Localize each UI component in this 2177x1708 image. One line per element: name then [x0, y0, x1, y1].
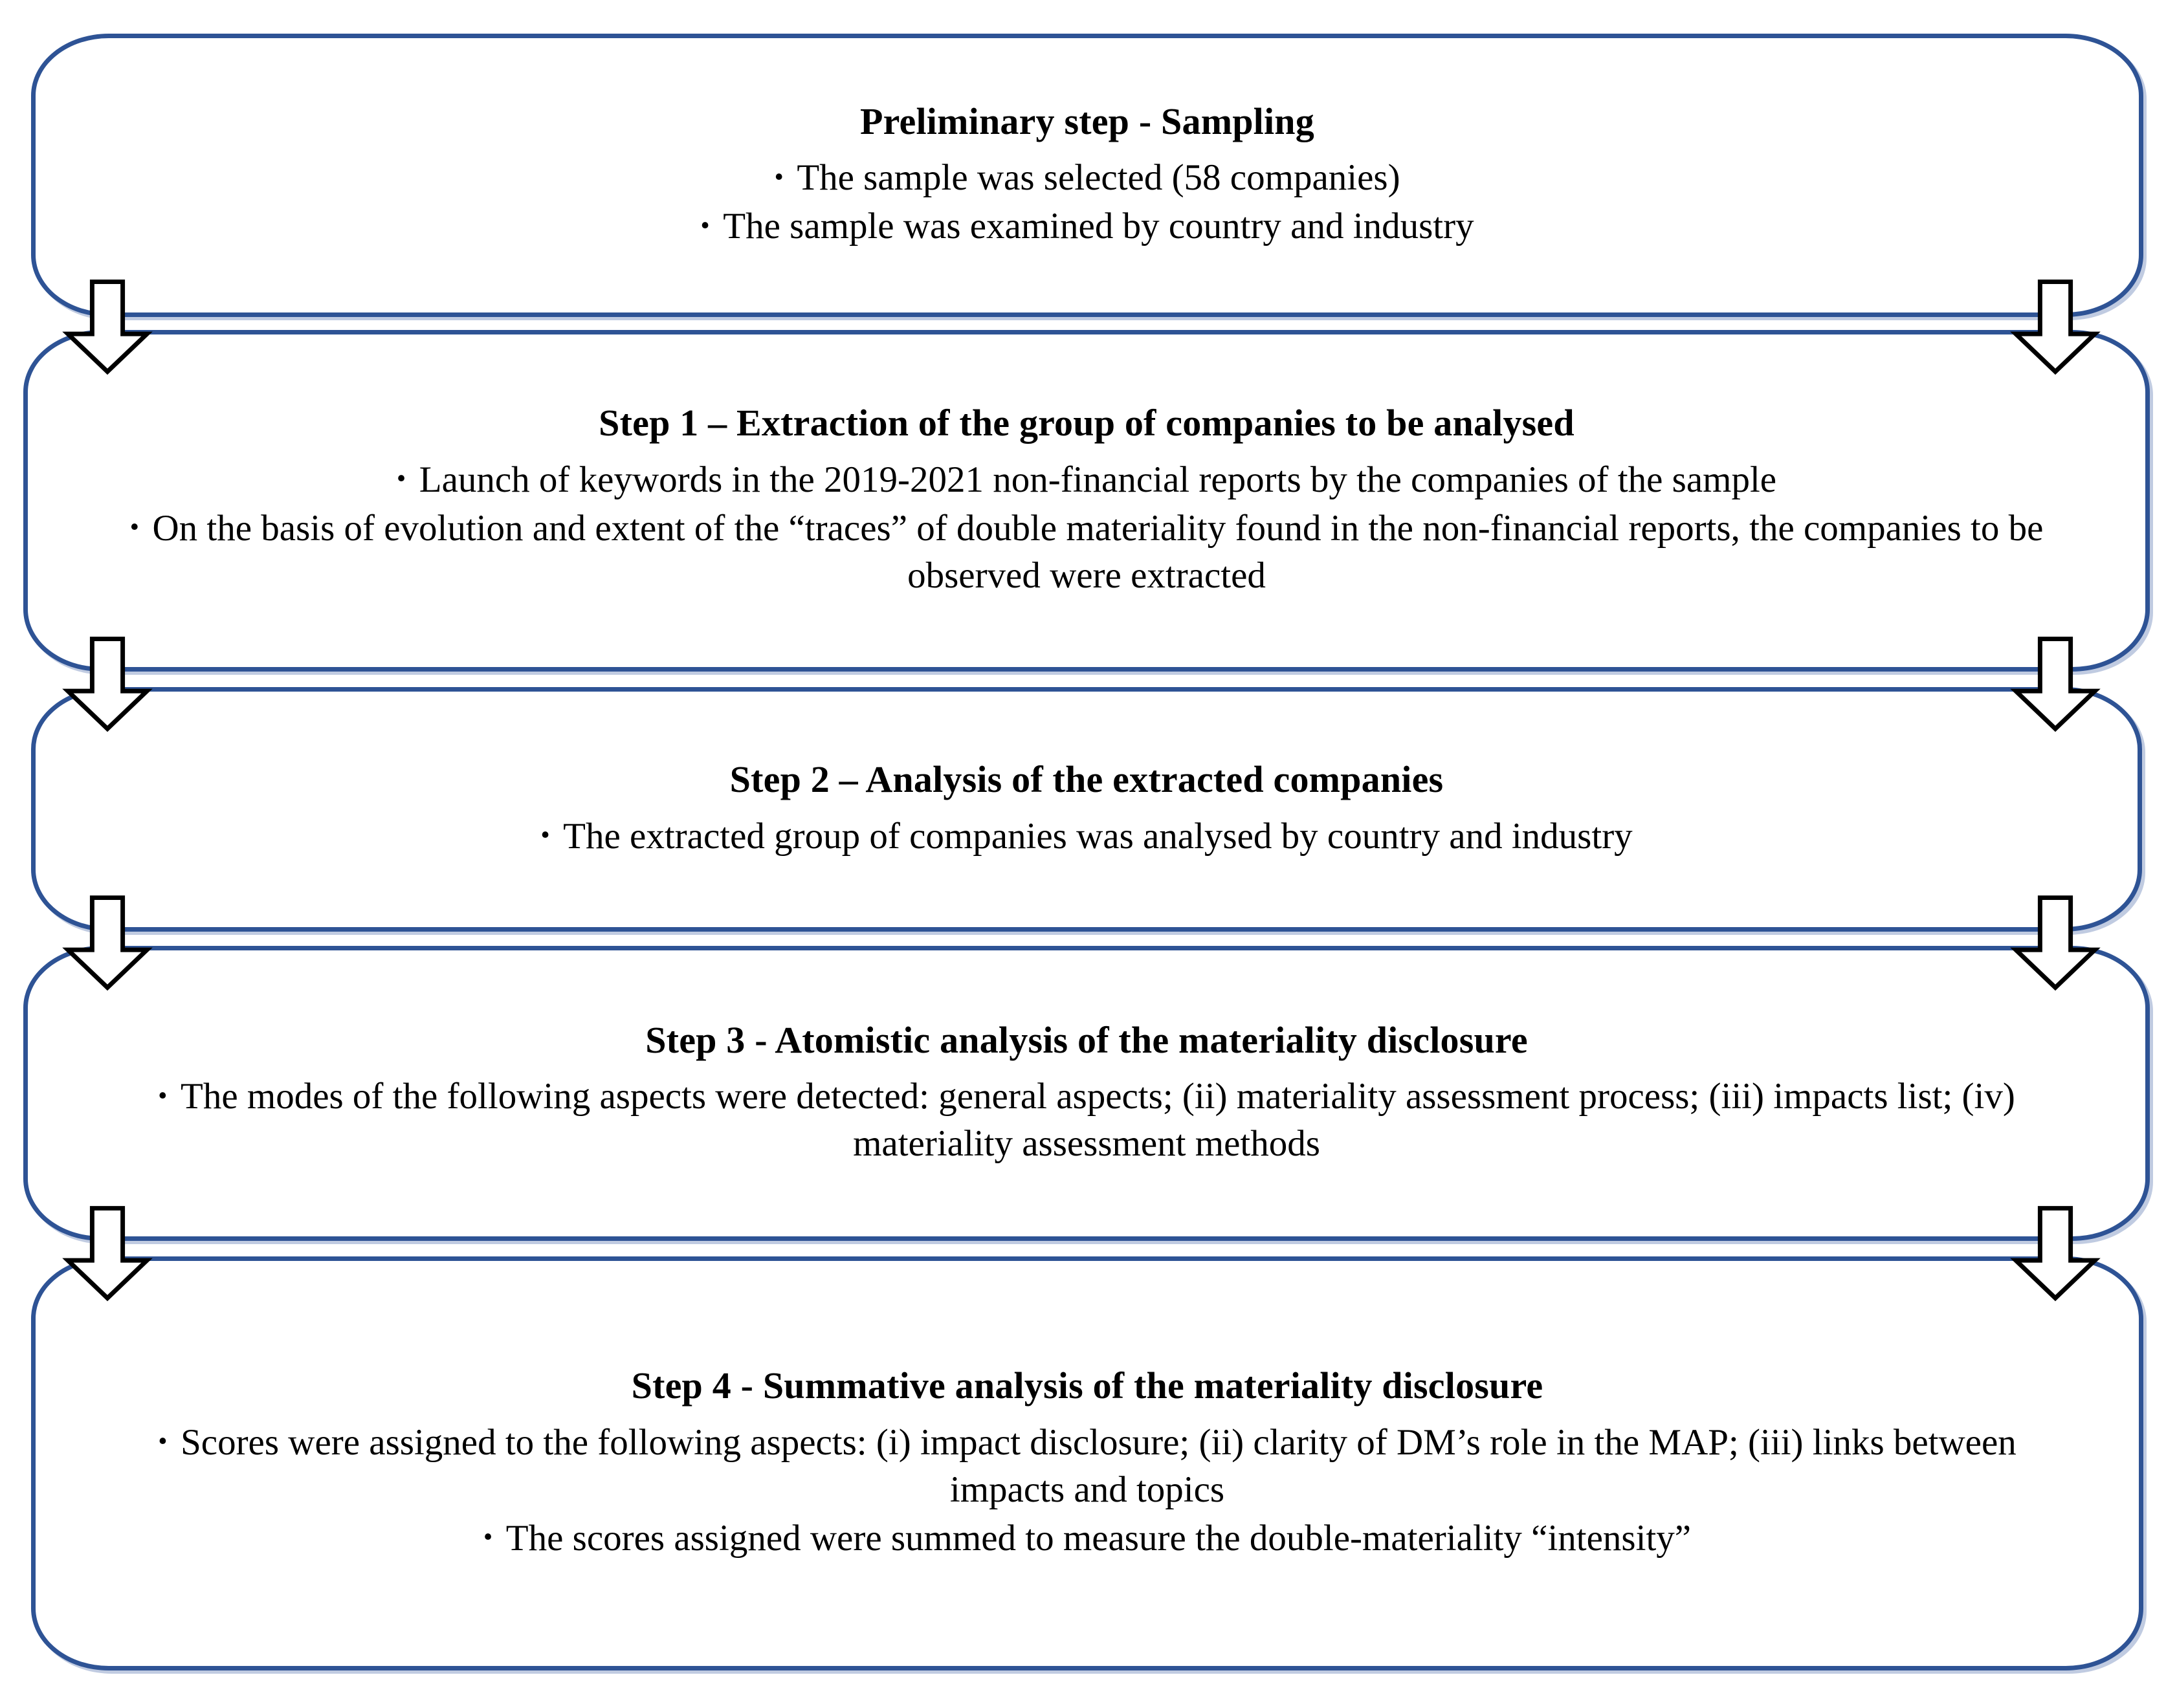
bullet-dot-icon: • — [540, 820, 550, 850]
bullet-text: The sample was selected (58 companies) — [797, 157, 1400, 199]
down-arrow-icon-step-1-to-step-2-right — [2010, 635, 2101, 732]
bullet-dot-icon: • — [700, 210, 710, 240]
step-box-content — [36, 757, 2138, 862]
step-title-step-1: Step 1 – Extraction of the group of companies to be analysed — [599, 402, 1575, 444]
bullet-text: On the basis of evolution and extent of the “traces” of double materiality found in the non-financial reports, the companies to be observed were extracted — [152, 507, 2044, 596]
bullet-dot-icon: • — [158, 1426, 168, 1456]
list-item — [71, 203, 2104, 250]
step-box-content — [36, 1363, 2139, 1564]
step-box-content — [36, 99, 2139, 252]
list-item — [71, 813, 2103, 860]
step-box-step-2 — [31, 687, 2142, 932]
down-arrow-icon-preliminary-to-step-1-left — [62, 278, 153, 375]
down-arrow-icon-step-2-to-step-3-right — [2010, 894, 2101, 991]
list-item — [71, 1419, 2104, 1514]
bullet-text: The extracted group of companies was analysed by country and industry — [563, 815, 1633, 857]
step-title-step-4: Step 4 - Summative analysis of the materiality disclosure — [631, 1364, 1543, 1407]
step-bullets-preliminary — [71, 155, 2104, 250]
bullet-text: The scores assigned were summed to measure the double-materiality “intensity” — [505, 1517, 1692, 1559]
bullet-dot-icon: • — [158, 1080, 168, 1110]
down-arrow-icon-preliminary-to-step-1-right — [2010, 278, 2101, 375]
bullet-dot-icon: • — [396, 463, 406, 494]
bullet-dot-icon: • — [483, 1522, 493, 1552]
step-title-step-2: Step 2 – Analysis of the extracted companies — [729, 758, 1444, 801]
bullet-dot-icon: • — [129, 512, 139, 542]
step-box-step-1 — [23, 330, 2150, 672]
bullet-text: Scores were assigned to the following aspects: (i) impact disclosure; (ii) clarity of DM’s role in the MAP; (iii) links between impacts and topics — [181, 1421, 2017, 1510]
list-item — [71, 155, 2104, 202]
list-item — [63, 505, 2110, 600]
step-title-preliminary: Preliminary step - Sampling — [860, 100, 1314, 142]
down-arrow-icon-step-3-to-step-4-right — [2010, 1205, 2101, 1302]
step-box-content — [28, 1018, 2145, 1170]
list-item — [63, 457, 2110, 504]
down-arrow-icon-step-2-to-step-3-left — [62, 894, 153, 991]
step-box-preliminary — [31, 34, 2143, 317]
list-item — [71, 1515, 2104, 1562]
step-bullets-step-3 — [63, 1073, 2110, 1168]
list-item — [63, 1073, 2110, 1168]
bullet-dot-icon: • — [774, 161, 784, 192]
step-bullets-step-1 — [63, 457, 2110, 600]
step-bullets-step-2 — [71, 813, 2103, 860]
bullet-text: The modes of the following aspects were detected: general aspects; (ii) materiality assessment process; (iii) impacts list; (iv) materiality assessment methods — [181, 1076, 2015, 1165]
step-box-step-3 — [23, 946, 2150, 1241]
down-arrow-icon-step-3-to-step-4-left — [62, 1205, 153, 1302]
step-bullets-step-4 — [71, 1419, 2104, 1562]
bullet-text: The sample was examined by country and industry — [723, 206, 1474, 247]
down-arrow-icon-step-1-to-step-2-left — [62, 635, 153, 732]
step-title-step-3: Step 3 - Atomistic analysis of the materiality disclosure — [645, 1018, 1528, 1061]
bullet-text: Launch of keywords in the 2019-2021 non-financial reports by the companies of the sample — [419, 459, 1777, 500]
step-box-content — [28, 400, 2145, 601]
step-box-step-4 — [31, 1256, 2143, 1670]
